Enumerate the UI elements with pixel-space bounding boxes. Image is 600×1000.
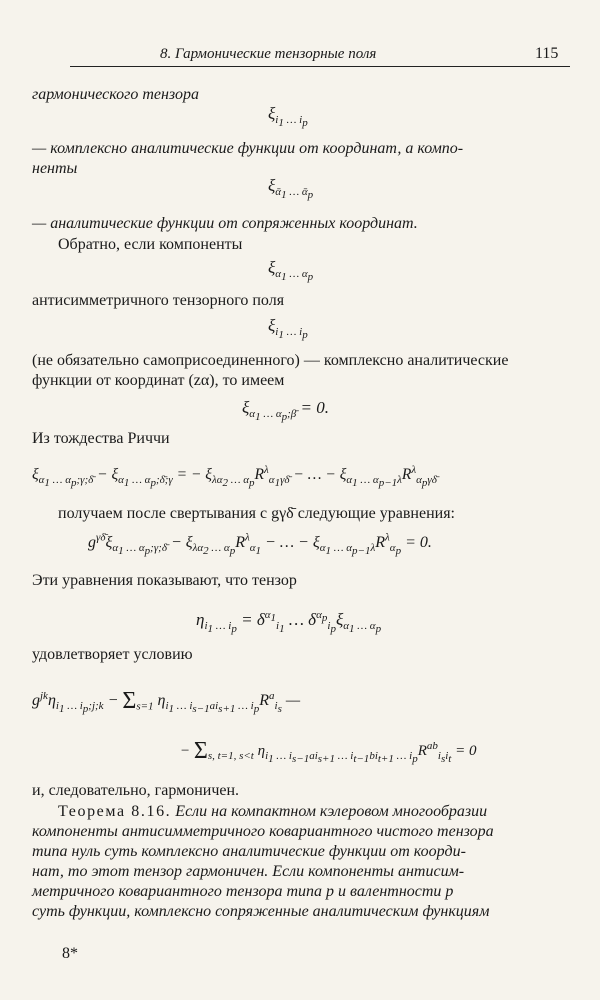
theorem-line-6: суть функции, комплексно сопряженные аналитическим функциям bbox=[32, 903, 490, 920]
formula-9: $g^{jk}\eta_{i_1 \dots i_p;j;k} - \Sigma_{s=1}$ $\eta_{i_1 \dots i_{s-1}ai_{s+1} \dots i_p}R^a_{i_s}$ — bbox=[32, 688, 301, 716]
text-line-11: и, следовательно, гармоничен. bbox=[32, 782, 240, 799]
theorem-line-2: компоненты антисимметричного ковариантного чистого тензора bbox=[32, 823, 494, 840]
text-line-2b: ненты bbox=[32, 160, 78, 177]
text-line-1: гармонического тензора bbox=[32, 86, 199, 103]
theorem-line-1: Если на компактном кэлеровом многообразии bbox=[175, 803, 488, 820]
printer-signature: 8* bbox=[62, 945, 78, 962]
text-line-3: — аналитические функции от сопряженных координат. bbox=[32, 215, 418, 232]
formula-4: $\xi_{i_1 \dots i_p}$ bbox=[268, 316, 308, 342]
formula-1: $\xi_{i_1 \dots i_p}$ bbox=[268, 104, 308, 130]
formula-3: $\xi_{\alpha_1 \dots \alpha_p}$ bbox=[268, 258, 314, 284]
formula-2: $\xi_{ᾱ_1 \dots ᾱ_p}$ bbox=[268, 176, 314, 202]
text-line-5: антисимметричного тензорного поля bbox=[32, 292, 285, 309]
formula-7: $g^{\gamma\deltā}\xi_{\alpha_1 \dots \alpha_p;\gamma;\deltā} - \xi_{\lambda\alpha_2 \dots \alpha_p}R^\lambda_{\alpha_1}$ − … − $\xi_{\alpha_1 \dots \alpha_{p-1}\lambda}R^\lambda_{\alpha_p} = 0$. bbox=[88, 531, 432, 558]
theorem-first-line bbox=[58, 803, 487, 821]
text-line-10: удовлетворяет условию bbox=[32, 646, 193, 663]
theorem-label: Теорема 8.16. bbox=[58, 803, 172, 820]
text-line-8: получаем после свертывания с gγδ̄ следующие уравнения: bbox=[58, 505, 455, 522]
theorem-line-4: нат, то этот тензор гармоничен. Если компоненты антисим- bbox=[32, 863, 465, 880]
text-line-7: Из тождества Риччи bbox=[32, 430, 170, 447]
formula-6: $\xi_{\alpha_1 \dots \alpha_p;\gamma;\deltā} - \xi_{\alpha_1 \dots \alpha_p;\deltā;\gamma}$ = − $\xi_{\lambda\alpha_2 \dots \alpha_p}R^\lambda_{\alpha_1\gamma\deltā}$ − … − $\xi_{\alpha_1 \dots \alpha_{p-1}\lambda}R^\lambda_{\alpha_p\gamma\deltā}$ bbox=[32, 463, 437, 490]
page-number: 115 bbox=[535, 45, 559, 62]
text-line-9: Эти уравнения показывают, что тензор bbox=[32, 572, 297, 589]
running-header-title: 8. Гармонические тензорные поля bbox=[160, 46, 377, 62]
theorem-line-3: типа нуль суть комплексно аналитические функции от коорди- bbox=[32, 843, 466, 860]
text-line-6a: (не обязательно самоприсоединенного) — комплексно аналитические bbox=[32, 352, 509, 369]
formula-8: $\eta_{i_1 \dots i_p} = \delta^{\alpha_1}_{i_1}$ … $\delta^{\alpha_p}_{i_p}\xi_{\alpha_1 \dots \alpha_p}$ bbox=[196, 609, 382, 636]
text-line-6b: функции от координат (zα), то имеем bbox=[32, 372, 285, 389]
text-line-2a: — комплексно аналитические функции от координат, а компо- bbox=[32, 140, 464, 157]
formula-10: − $\Sigma_{s, t=1, s<t}$ $\eta_{i_1 \dots i_{s-1}ai_{s+1} \dots i_{t-1}bi_{t+1} \dots i_p}R^{ab}_{i_si_t} = 0$ bbox=[180, 738, 477, 766]
formula-5: $\xi_{\alpha_1 \dots \alpha_p;\betā} = 0$. bbox=[242, 398, 330, 424]
text-line-4: Обратно, если компоненты bbox=[58, 236, 243, 253]
theorem-line-5: метричного ковариантного тензора типа p и валентности p bbox=[32, 883, 454, 900]
